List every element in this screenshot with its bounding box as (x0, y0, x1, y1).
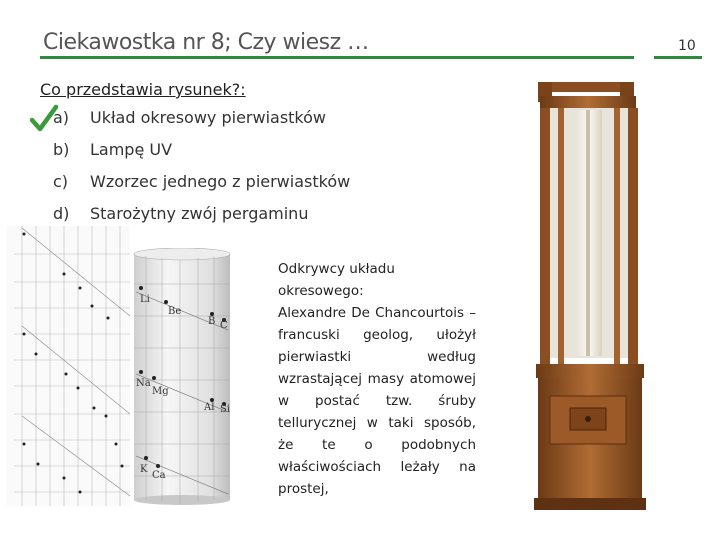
answer-c (53, 172, 350, 204)
question: Co przedstawia rysunek?: (40, 80, 246, 99)
cylinder-label: K (140, 464, 148, 475)
telluric-screw-cylinder-image (132, 248, 232, 506)
cylinder-label: B (208, 316, 216, 327)
cylinder-label: Al (204, 402, 215, 413)
answer-text: Lampę UV (90, 140, 173, 159)
answer-letter: a) (53, 108, 70, 127)
cylinder-label: Na (136, 378, 151, 389)
answer-text: Układ okresowy pierwiastków (90, 108, 326, 127)
answer-list (53, 108, 350, 236)
answer-text: Wzorzec jednego z pierwiastków (90, 172, 351, 191)
telluric-helix-grid-image (6, 226, 130, 506)
cylinder-label: Be (168, 306, 182, 317)
page-number-underline (654, 56, 702, 59)
info-text (278, 258, 476, 500)
info-body: Alexandre De Chancourtois – francuski geolog, ułożył pierwiastki według wzrastającej masy atomowej w postać tzw. śruby tellurycznej w taki sposób, że te o podobnych właściwościach leżały na prostej, (278, 305, 476, 497)
wooden-case-image (530, 80, 660, 520)
info-heading: Odkrywcy układu okresowego: (278, 261, 395, 299)
answer-letter: c) (53, 172, 69, 191)
answer-b (53, 140, 350, 172)
slide-title: Ciekawostka nr 8; Czy wiesz … (43, 30, 369, 55)
answer-text: Starożytny zwój pergaminu (90, 204, 309, 223)
cylinder-label: Li (140, 294, 150, 305)
cylinder-label: Mg (152, 386, 169, 397)
answer-letter: d) (53, 204, 70, 223)
cylinder-label: C (220, 320, 228, 331)
answer-a (53, 108, 350, 140)
title-underline (40, 56, 634, 59)
cylinder-label: Si (220, 404, 231, 415)
page-number: 10 (678, 38, 696, 54)
answer-letter: b) (53, 140, 70, 159)
cylinder-label: Ca (152, 470, 166, 481)
